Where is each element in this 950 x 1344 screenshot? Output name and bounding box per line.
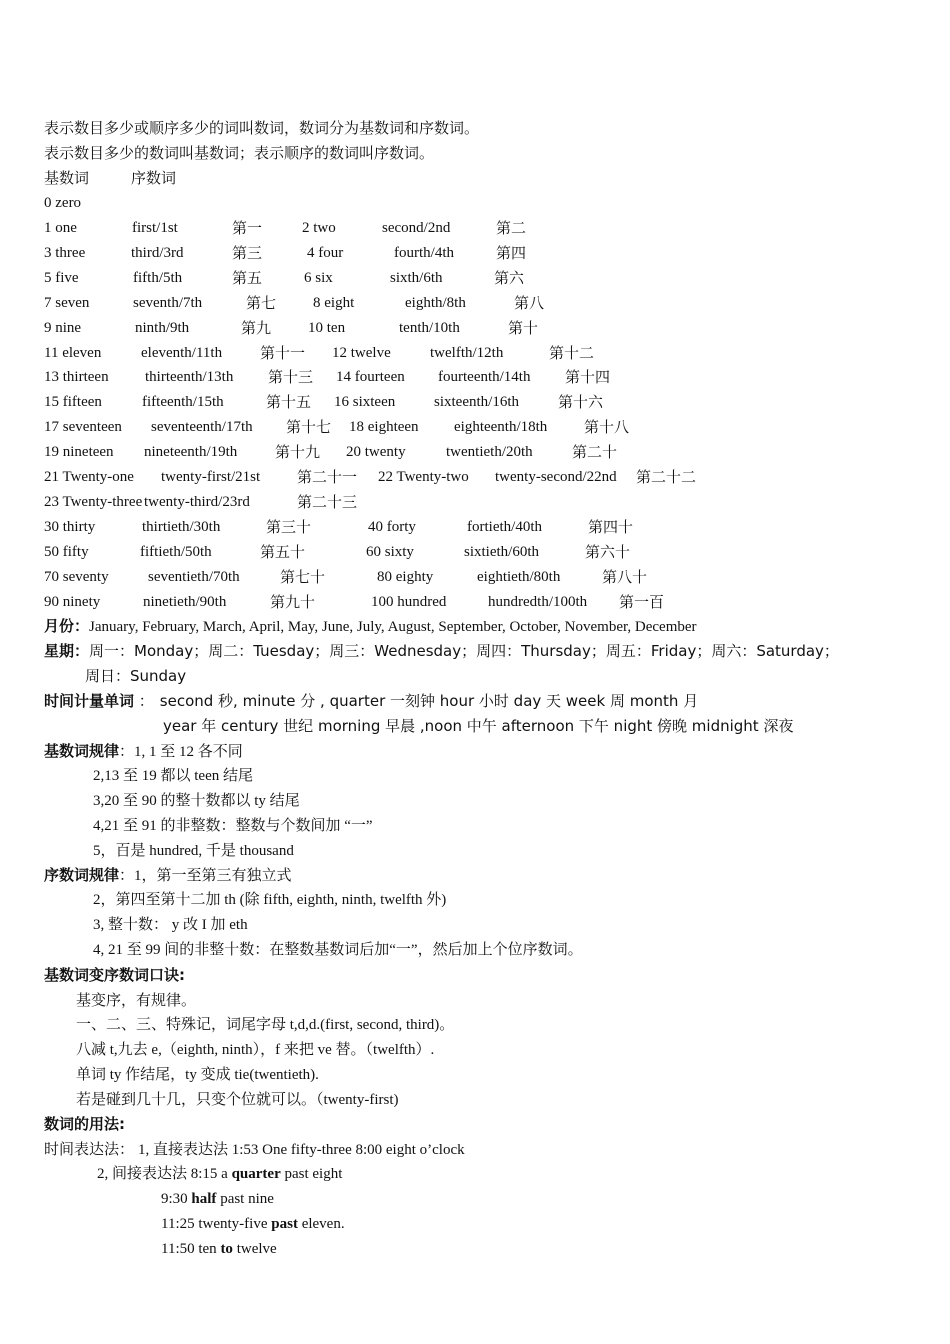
- keyword-half: half: [191, 1191, 217, 1207]
- time-expression-label: 时间表达法：: [44, 1140, 135, 1158]
- chinese-cell: 第二十: [572, 443, 618, 462]
- ordinal-cell: twenty-third/23rd: [144, 493, 250, 510]
- chinese-cell: 第六十: [585, 542, 631, 561]
- ordinal-cell: fourth/4th: [394, 244, 454, 261]
- ordinal-cell: tenth/10th: [399, 319, 460, 336]
- ordinal-cell: eightieth/80th: [477, 568, 561, 585]
- mnemonic-line-5: 若是碰到几十几，只变个位就可以。（twenty-first): [76, 1092, 399, 1108]
- ordinal-cell: sixtieth/60th: [464, 543, 539, 560]
- number-row: [44, 291, 904, 315]
- header-ordinal: 序数词: [131, 169, 177, 187]
- ordinal-cell: hundredth/100th: [488, 593, 588, 610]
- chinese-cell: 第十七: [286, 418, 332, 437]
- example-past: 11:25 twenty-five past eleven.: [161, 1216, 345, 1232]
- ordinal-cell: twentieth/20th: [446, 444, 533, 461]
- chinese-cell: 第十一: [260, 343, 306, 362]
- number-row: [44, 515, 904, 539]
- usage-heading: 数词的用法:: [44, 1115, 125, 1133]
- number-row: [44, 465, 904, 489]
- time-units-list-1: second 秒, minute 分 , quarter 一刻钟 hour 小时 day 天 week 周 month 月: [159, 692, 699, 710]
- cardinal-cell: 21 Twenty-one: [44, 469, 134, 485]
- ordinal-cell: seventieth/70th: [148, 568, 240, 585]
- cardinal-cell: 13 thirteen: [44, 369, 109, 386]
- chinese-cell: 第六: [494, 268, 525, 287]
- cardinal-cell: 3 three: [44, 244, 86, 261]
- cardinal-cell: 22 Twenty-two: [378, 469, 469, 485]
- mnemonic-line-4: 单词 ty 作结尾，ty 变成 tie(twentieth).: [76, 1067, 319, 1083]
- cardinal-cell: 5 five: [44, 269, 79, 286]
- ordinal-rule-4: 4, 21 至 99 间的非整十数：在整数基数词后加“一”，然后加上个位序数词。: [93, 942, 583, 958]
- ordinal-cell: sixth/6th: [390, 269, 443, 286]
- weekdays-line: 星期：周一：Monday；周二：Tuesday；周三：Wednesday；周四：Thursday；周五：Friday；周六：Saturday；: [44, 642, 839, 660]
- chinese-cell: 第二十三: [297, 492, 358, 511]
- cardinal-cell: 16 sixteen: [334, 394, 396, 411]
- number-row: [44, 216, 904, 240]
- cardinal-cell: 17 seventeen: [44, 419, 122, 436]
- ordinal-cell: fifteenth/15th: [142, 394, 224, 411]
- cardinal-cell: 19 nineteen: [44, 444, 114, 461]
- chinese-cell: 第三十: [266, 517, 312, 536]
- example-half: 9:30 half past nine: [161, 1191, 274, 1207]
- cardinal-cell: 90 ninety: [44, 593, 101, 610]
- keyword-to: to: [220, 1241, 233, 1257]
- cardinal-cell: 9 nine: [44, 319, 82, 336]
- months-label: 月份: [44, 617, 75, 635]
- cardinal-cell: 15 fifteen: [44, 394, 102, 411]
- chinese-cell: 第八十: [602, 567, 648, 586]
- ordinal-cell: ninth/9th: [135, 319, 190, 336]
- number-row: [44, 415, 904, 439]
- chinese-cell: 第一: [232, 219, 263, 237]
- ordinal-cell: fiftieth/50th: [140, 543, 212, 560]
- ordinal-rule-1: 1，第一至第三有独立式: [134, 868, 292, 884]
- cardinal-cell: 11 eleven: [44, 344, 102, 361]
- chinese-cell: 第十五: [266, 393, 312, 412]
- cardinal-rule-4: 4,21 至 91 的非整数：整数与个数间加 “一”: [93, 818, 373, 834]
- cardinal-cell: 80 eighty: [377, 568, 434, 585]
- cardinal-cell: 100 hundred: [371, 593, 447, 610]
- chinese-cell: 第十九: [275, 443, 321, 462]
- ordinal-rule-3: 3, 整十数： y 改 I 加 eth: [93, 917, 248, 933]
- chinese-cell: 第十: [508, 318, 539, 337]
- indirect-expression: 2, 间接表达法 8:15 a quarter past eight: [97, 1166, 343, 1182]
- weekdays-label: 星期: [44, 642, 75, 660]
- chinese-cell: 第八: [514, 293, 545, 312]
- chinese-cell: 第四: [496, 243, 527, 262]
- ordinal-cell: first/1st: [132, 220, 178, 236]
- chinese-cell: 第九十: [270, 592, 316, 611]
- keyword-past: past: [271, 1216, 298, 1232]
- cardinal-cell: 7 seven: [44, 294, 90, 311]
- mnemonic-line-1: 基变序，有规律。: [76, 991, 197, 1009]
- cardinal-rules-line: 基数词规律：1, 1 至 12 各不同: [44, 742, 243, 760]
- cardinal-cell: 8 eight: [313, 294, 355, 311]
- mnemonic-heading: 基数词变序数词口诀:: [44, 966, 185, 984]
- ordinal-cell: fifth/5th: [133, 269, 183, 286]
- cardinal-rule-2: 2,13 至 19 都以 teen 结尾: [93, 768, 253, 784]
- ordinal-cell: twenty-second/22nd: [495, 469, 617, 485]
- cardinal-rule-5: 5，百是 hundred, 千是 thousand: [93, 843, 294, 859]
- cardinal-cell: 40 forty: [368, 518, 416, 535]
- chinese-cell: 第七十: [280, 567, 326, 586]
- chinese-cell: 第四十: [588, 517, 634, 536]
- cardinal-cell: 50 fifty: [44, 543, 89, 560]
- number-row: [44, 341, 904, 365]
- ordinal-cell: eighteenth/18th: [454, 419, 548, 436]
- ordinal-cell: thirtieth/30th: [142, 518, 221, 535]
- time-units-label: 时间计量单词: [44, 692, 135, 710]
- number-row: [44, 540, 904, 564]
- cardinal-cell: 23 Twenty-three: [44, 493, 143, 510]
- ordinal-rules-label: 序数词规律: [44, 866, 120, 884]
- number-row: [44, 565, 904, 589]
- cardinal-cell: 10 ten: [308, 319, 346, 336]
- cardinal-rule-1: 1, 1 至 12 各不同: [134, 744, 243, 760]
- ordinal-cell: twelfth/12th: [430, 344, 504, 361]
- chinese-cell: 第二十二: [636, 468, 697, 486]
- ordinal-rules-line: 序数词规律：1，第一至第三有独立式: [44, 866, 292, 884]
- ordinal-cell: twenty-first/21st: [161, 469, 261, 485]
- number-zero: 0 zero: [44, 195, 82, 211]
- time-expression-line: [44, 1137, 465, 1161]
- ordinal-cell: eleventh/11th: [141, 344, 223, 361]
- cardinal-rule-3: 3,20 至 90 的整十数都以 ty 结尾: [93, 793, 300, 809]
- ordinal-cell: second/2nd: [382, 220, 451, 236]
- number-row: [44, 365, 904, 389]
- cardinal-cell: 4 four: [307, 244, 344, 261]
- chinese-cell: 第十二: [549, 343, 595, 362]
- ordinal-cell: thirteenth/13th: [145, 369, 234, 386]
- cardinal-cell: 60 sixty: [366, 543, 414, 560]
- cardinal-cell: 12 twelve: [332, 344, 391, 361]
- ordinal-cell: nineteenth/19th: [144, 444, 238, 461]
- cardinal-cell: 70 seventy: [44, 568, 109, 585]
- ordinal-cell: seventh/7th: [133, 294, 203, 311]
- mnemonic-line-3: 八减 t,九去 e,（eighth, ninth），f 来把 ve 替。（twelfth）.: [76, 1042, 435, 1058]
- chinese-cell: 第十八: [584, 418, 630, 437]
- cardinal-cell: 18 eighteen: [349, 419, 419, 436]
- number-row: [44, 316, 904, 340]
- number-row: [44, 390, 904, 414]
- mnemonic-line-2: 一、二、三、特殊记，词尾字母 t,d,d.(first, second, third)。: [76, 1017, 455, 1033]
- time-units-line-2: year 年 century 世纪 morning 早晨 ,noon 中午 afternoon 下午 night 傍晚 midnight 深夜: [163, 717, 794, 735]
- column-headers: [44, 166, 344, 190]
- chinese-cell: 第九: [241, 318, 272, 337]
- months-list: January, February, March, April, May, June, July, August, September, October, November, December: [89, 619, 697, 635]
- chinese-cell: 第五十: [260, 542, 306, 561]
- cardinal-cell: 1 one: [44, 220, 77, 236]
- chinese-cell: 第十四: [565, 368, 611, 387]
- chinese-cell: 第二十一: [297, 468, 358, 486]
- keyword-quarter: quarter: [231, 1166, 281, 1182]
- number-row: [44, 590, 904, 614]
- number-row: [44, 266, 904, 290]
- chinese-cell: 第十三: [268, 368, 314, 387]
- intro-line-2: 表示数目多少的数词叫基数词；表示顺序的数词叫序数词。: [44, 144, 435, 162]
- chinese-cell: 第十六: [558, 393, 604, 412]
- cardinal-cell: 30 thirty: [44, 518, 96, 535]
- ordinal-cell: eighth/8th: [405, 294, 466, 311]
- ordinal-cell: fourteenth/14th: [438, 369, 531, 386]
- ordinal-cell: ninetieth/90th: [143, 593, 227, 610]
- ordinal-cell: fortieth/40th: [467, 518, 542, 535]
- number-row: [44, 490, 904, 514]
- weekdays-list: 周一：Monday；周二：Tuesday；周三：Wednesday；周四：Thursday；周五：Friday；周六：Saturday；: [89, 642, 839, 660]
- cardinal-cell: 14 fourteen: [336, 369, 405, 386]
- chinese-cell: 第二: [496, 219, 527, 237]
- example-to: 11:50 ten to twelve: [161, 1241, 277, 1257]
- ordinal-cell: sixteenth/16th: [434, 394, 519, 411]
- ordinal-rule-2: 2，第四至第十二加 th (除 fifth, eighth, ninth, twelfth 外): [93, 892, 447, 908]
- number-row: [44, 440, 904, 464]
- chinese-cell: 第一百: [619, 592, 665, 611]
- cardinal-rules-label: 基数词规律: [44, 742, 120, 760]
- cardinal-cell: 20 twenty: [346, 444, 406, 461]
- ordinal-cell: third/3rd: [131, 244, 184, 261]
- number-row: [44, 241, 904, 265]
- weekdays-line-2: 周日：Sunday: [85, 667, 187, 685]
- time-units-line: 时间计量单词 ： second 秒, minute 分 , quarter 一刻钟 hour 小时 day 天 week 周 month 月: [44, 692, 699, 710]
- chinese-cell: 第五: [232, 268, 263, 287]
- months-line: 月份：January, February, March, April, May, June, July, August, September, October, November, December: [44, 617, 697, 635]
- header-cardinal: 基数词: [44, 169, 90, 187]
- chinese-cell: 第七: [246, 293, 277, 312]
- chinese-cell: 第三: [232, 243, 263, 262]
- cardinal-cell: 2 two: [302, 220, 336, 236]
- intro-line-1: 表示数目多少或顺序多少的词叫数词，数词分为基数词和序数词。: [44, 119, 480, 137]
- direct-expression: 1, 直接表达法 1:53 One fifty-three 8:00 eight o’clock: [138, 1142, 465, 1158]
- ordinal-cell: seventeenth/17th: [151, 419, 253, 436]
- cardinal-cell: 6 six: [304, 269, 333, 286]
